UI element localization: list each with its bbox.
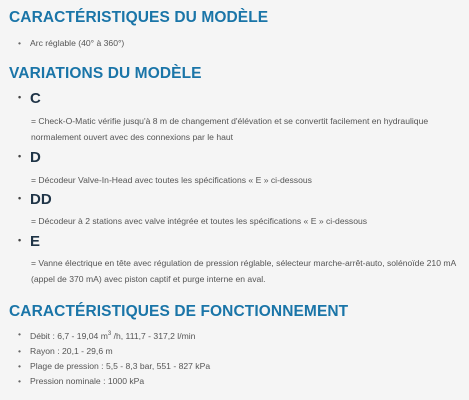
features-list <box>18 36 124 51</box>
variations-title: VARIATIONS DU MODÈLE <box>9 65 202 82</box>
bullet-icon: • <box>18 193 22 203</box>
radius-item: • Rayon : 20,1 - 29,6 m <box>18 344 210 359</box>
variation-desc-c: = Check-O-Matic vérifie jusqu'à 8 m de changement d'élévation et se convertit facilement en hydraulique normalement ouvert avec des connexions par le haut <box>31 116 429 142</box>
operating-list <box>18 327 210 390</box>
variation-desc-e: = Vanne électrique en tête avec régulation de pression réglable, sélecteur marche-arrêt-auto, solénoïde 210 mA (appel de 370 mA) avec piston captif et purge interne en aval. <box>31 258 456 284</box>
bullet-icon: • <box>18 235 22 245</box>
variation-code-d: • D <box>18 149 41 166</box>
flow-rate-item: • Débit : 6,7 - 19,04 $m^3$ /h, 111,7 - 317,2 l/min <box>18 327 210 344</box>
features-title: CARACTÉRISTIQUES DU MODÈLE <box>9 9 269 26</box>
variation-desc-dd: = Décodeur à 2 stations avec valve intégrée et toutes les spécifications « E » ci-dessous <box>31 216 368 226</box>
bullet-icon: • <box>18 92 22 102</box>
list-item: • Arc réglable (40° à 360°) <box>18 36 124 51</box>
variation-code-e: • E <box>18 233 41 250</box>
variation-desc-d: = Décodeur Valve-In-Head avec toutes les spécifications « E » ci-dessous <box>31 175 312 185</box>
variation-code-c: • C <box>18 90 41 107</box>
bullet-icon: • <box>18 151 22 161</box>
pressure-range-item: • Plage de pression : 5,5 - 8,3 bar, 551 - 827 kPa <box>18 359 210 374</box>
nominal-pressure-item: • Pression nominale : 1000 kPa <box>18 374 210 389</box>
variation-code-dd: • DD <box>18 191 52 208</box>
operating-title: CARACTÉRISTIQUES DE FONCTIONNEMENT <box>9 303 349 320</box>
